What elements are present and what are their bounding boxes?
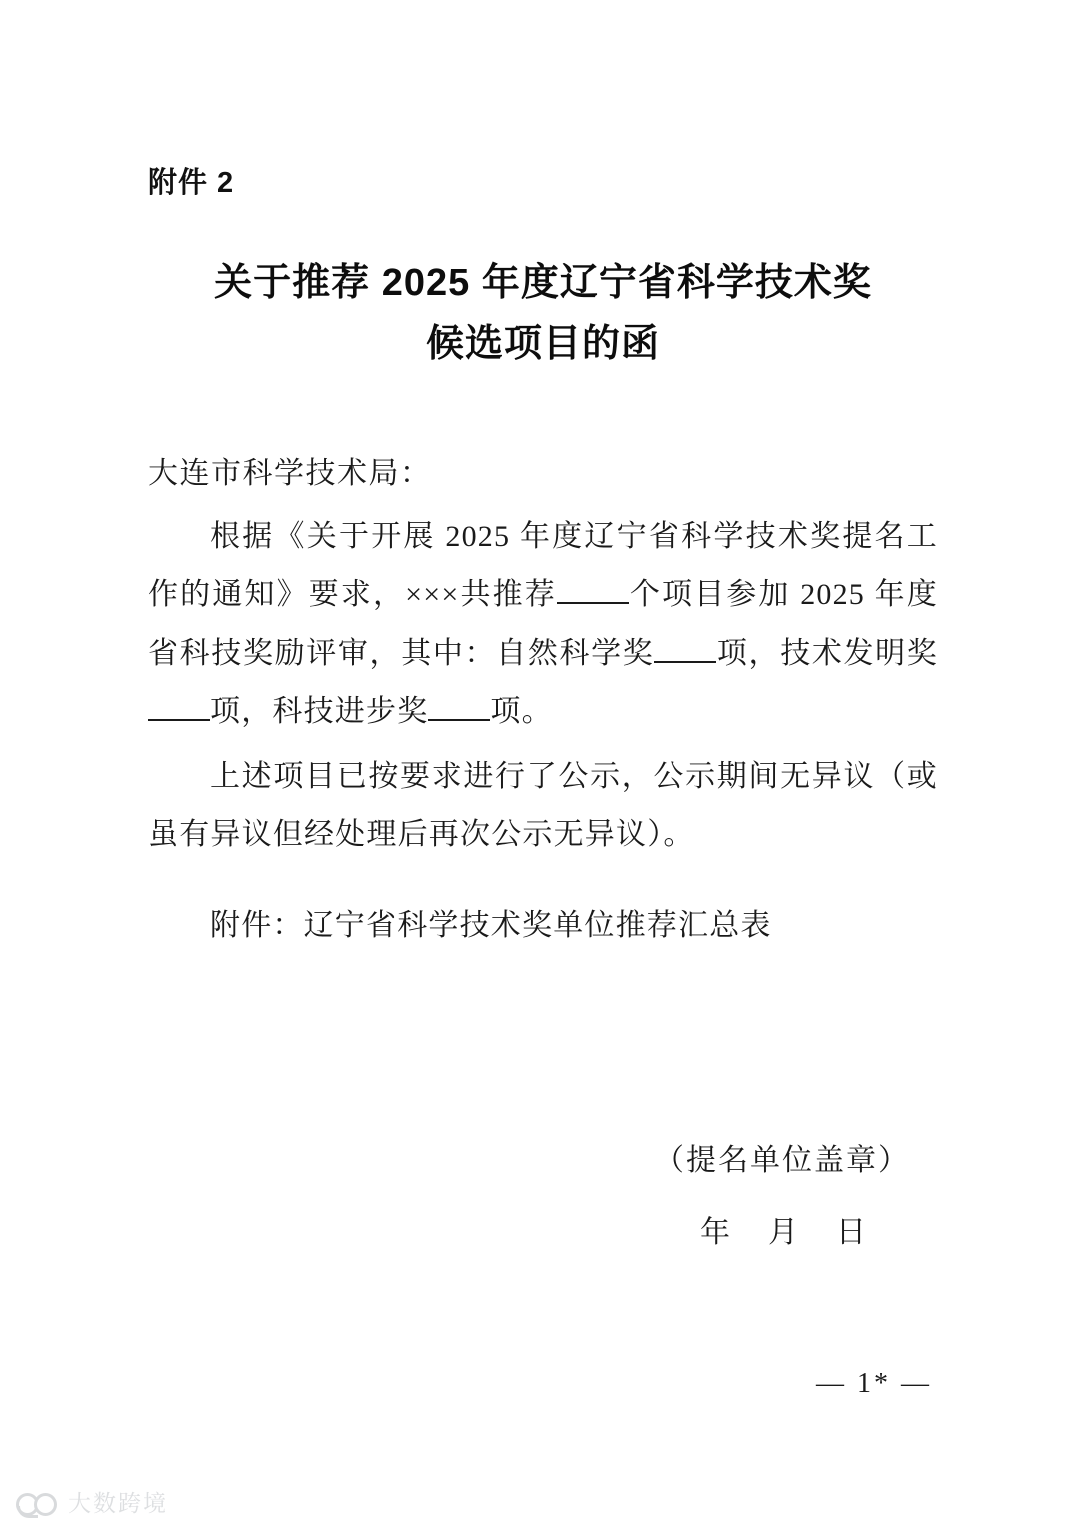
page-title: [183, 253, 903, 375]
seal-note: （提名单位盖章）: [654, 1144, 910, 1178]
count-blank-total: [557, 602, 629, 604]
count-blank-natural-science: [654, 661, 716, 663]
page-number: — 1* —: [816, 1368, 932, 1399]
signature-block: [148, 1135, 938, 1251]
document-body: [148, 160, 938, 1251]
paragraph-counts-part-2: 个项目参加 2025 年度省科技奖励评审，其中：自然科学奖: [148, 578, 938, 670]
date-line: [148, 1207, 910, 1251]
paragraph-counts-part-3: 项，技术发明奖: [716, 636, 938, 670]
two-circles-eye-icon: [16, 1489, 60, 1515]
count-blank-invention: [148, 719, 210, 721]
date-year-label: 年: [700, 1216, 732, 1250]
paragraph-counts-part-1: 根据《关于开展 2025 年度辽宁省科学技术奖提名工作的通知》要求，×××共推荐: [148, 519, 938, 612]
date-month-label: 月: [768, 1216, 800, 1250]
page-title-line-1: 关于推荐 2025 年度辽宁省科学技术奖: [214, 262, 872, 304]
attachment-label: 附件 2: [148, 167, 235, 199]
paragraph-counts-part-5: 项。: [490, 695, 553, 729]
count-blank-progress: [428, 719, 490, 721]
watermark: [16, 1485, 168, 1518]
paragraph-counts-part-4: 项，科技进步奖: [210, 695, 429, 729]
salutation: 大连市科学技术局：: [148, 456, 432, 490]
page-title-line-2: 候选项目的函: [425, 322, 660, 365]
attachment-list-line: 附件：辽宁省科学技术奖单位推荐汇总表: [210, 908, 772, 942]
paragraph-publicity: 上述项目已按要求进行了公示，公示期间无异议（或虽有异议但经处理后再次公示无异议）。: [148, 759, 938, 852]
paragraph-counts: [148, 508, 938, 742]
paragraph-spacer: [148, 871, 938, 897]
watermark-label: 大数跨境: [68, 1490, 168, 1516]
date-day-label: 日: [836, 1216, 868, 1250]
